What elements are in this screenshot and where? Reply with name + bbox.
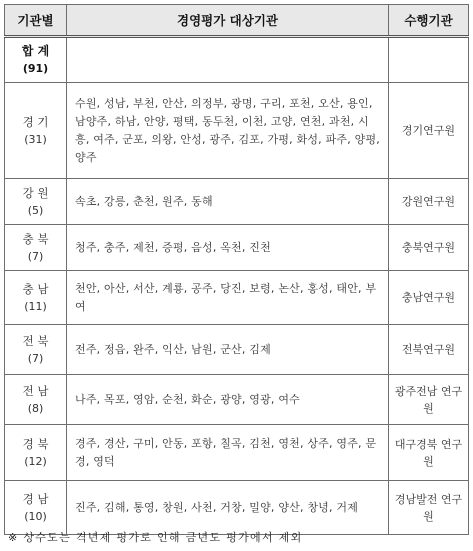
cities-cell: 속초, 강릉, 춘천, 원주, 동해 <box>67 179 389 225</box>
region-name: 경 기 <box>22 114 49 129</box>
cities-cell: 전주, 정읍, 완주, 익산, 남원, 군산, 김제 <box>67 325 389 375</box>
region-name: 경 남 <box>22 491 49 506</box>
footnote: ※ 상수도는 격년제 평가로 인해 금년도 평가에서 제외 <box>8 531 303 544</box>
header-organization: 수행기관 <box>389 5 469 37</box>
region-count: (5) <box>27 203 44 217</box>
cities-cell: 천안, 아산, 서산, 계룡, 공주, 당진, 보령, 논산, 홍성, 태안, 부여 <box>67 271 389 325</box>
organization-cell <box>389 37 469 83</box>
table-row-gyeongnam <box>5 481 469 535</box>
organization-cell: 광주전남 연구원 <box>389 375 469 425</box>
cities-cell: 수원, 성남, 부천, 안산, 의정부, 광명, 구리, 포천, 오산, 용인, 남양주, 하남, 안양, 평택, 동두천, 이천, 고양, 연천, 과천, 시흥, 여주, 군포, 의왕, 안성, 광주, 김포, 가평, 화성, 파주, 양평, 양주 <box>67 83 389 179</box>
table-row-jeonbuk <box>5 325 469 375</box>
cities-cell <box>67 37 389 83</box>
organization-cell: 경기연구원 <box>389 83 469 179</box>
region-count: (7) <box>27 351 44 365</box>
table-row-chungbuk <box>5 225 469 271</box>
region-count: (10) <box>24 509 47 523</box>
cities-cell: 경주, 경산, 구미, 안동, 포항, 칠곡, 김천, 영천, 상주, 영주, 문경, 영덕 <box>67 425 389 481</box>
region-cell <box>5 425 67 481</box>
region-name: 충 북 <box>22 231 49 246</box>
region-cell <box>5 83 67 179</box>
header-region: 기관별 <box>5 5 67 37</box>
region-count: (8) <box>27 401 44 415</box>
cities-cell: 청주, 충주, 제천, 증평, 음성, 옥천, 진천 <box>67 225 389 271</box>
table-row-jeonnam <box>5 375 469 425</box>
header-targets: 경영평가 대상기관 <box>67 5 389 37</box>
region-name: 전 북 <box>22 333 49 348</box>
organization-cell: 대구경북 연구원 <box>389 425 469 481</box>
table-row-gangwon <box>5 179 469 225</box>
table-row-gyeongbuk <box>5 425 469 481</box>
organization-cell: 충남연구원 <box>389 271 469 325</box>
region-cell <box>5 325 67 375</box>
region-count: (11) <box>24 299 47 313</box>
cities-cell: 나주, 목포, 영암, 순천, 화순, 광양, 영광, 여수 <box>67 375 389 425</box>
region-count: (31) <box>24 132 47 146</box>
cities-cell: 진주, 김해, 통영, 창원, 사천, 거창, 밀양, 양산, 창녕, 거제 <box>67 481 389 535</box>
organization-cell: 전북연구원 <box>389 325 469 375</box>
region-cell <box>5 375 67 425</box>
region-count: (12) <box>24 454 47 468</box>
region-cell <box>5 37 67 83</box>
table-row-gyeonggi <box>5 83 469 179</box>
region-name: 충 남 <box>22 281 49 296</box>
region-name: 합 계 <box>21 44 50 58</box>
organization-cell: 경남발전 연구원 <box>389 481 469 535</box>
region-name: 강 원 <box>22 185 49 200</box>
region-name: 경 북 <box>22 436 49 451</box>
organization-cell: 강원연구원 <box>389 179 469 225</box>
region-cell <box>5 179 67 225</box>
table-row-total <box>5 37 469 83</box>
region-cell <box>5 271 67 325</box>
region-name: 전 남 <box>22 383 49 398</box>
region-cell <box>5 225 67 271</box>
region-cell <box>5 481 67 535</box>
evaluation-table <box>4 4 469 535</box>
region-count: (7) <box>27 249 44 263</box>
table-row-chungnam <box>5 271 469 325</box>
region-count: (91) <box>22 62 49 75</box>
table-header-row <box>5 5 469 37</box>
organization-cell: 충북연구원 <box>389 225 469 271</box>
